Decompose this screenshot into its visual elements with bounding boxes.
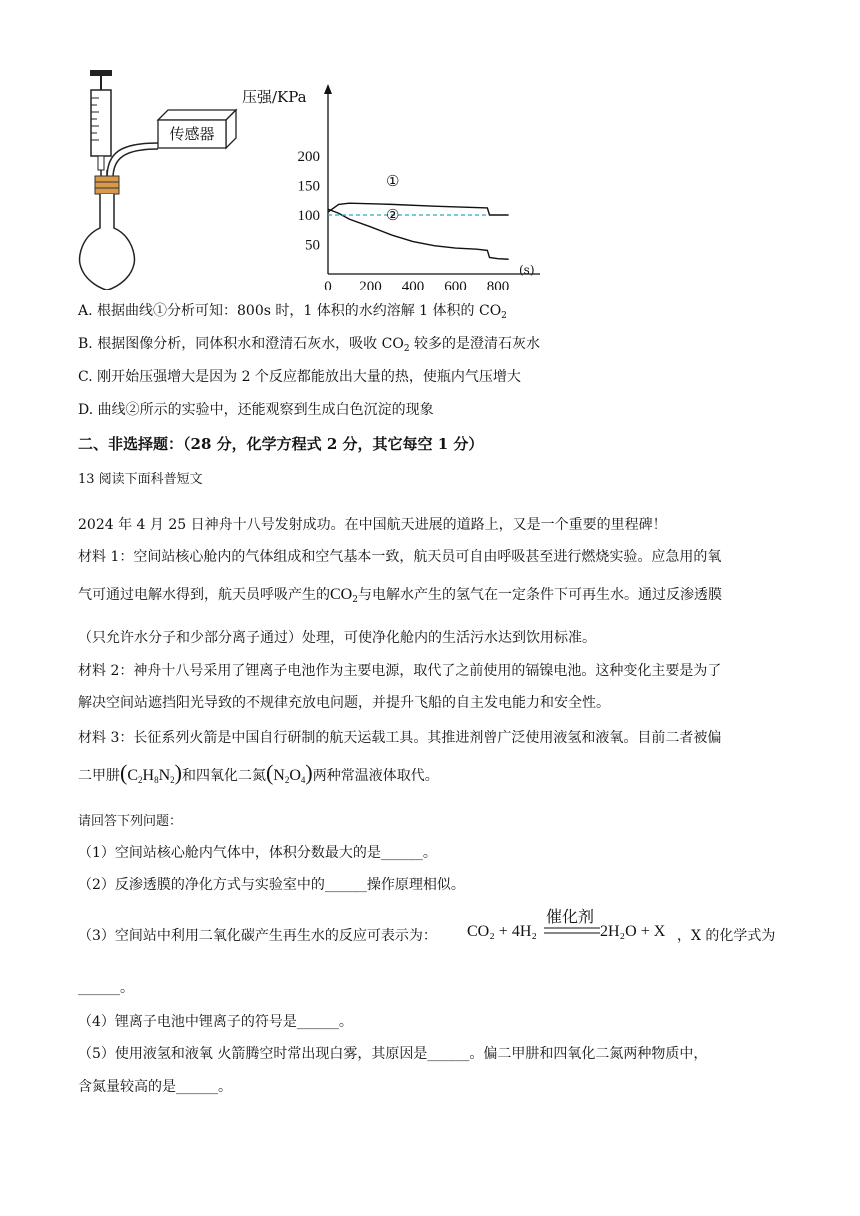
material1-line1: 材料 1：空间站核心舱内的气体组成和空气基本一致，航天员可自由呼吸甚至进行燃烧实验。应急用的氧 xyxy=(78,549,722,565)
question-3-tail: ，X 的化学式为 xyxy=(677,928,776,944)
material1-line2: 气可通过电解水得到，航天员呼吸产生的$CO_2$与电解水产生的氢气在一定条件下可再生水。通过反渗透膜 xyxy=(78,586,722,605)
question-5-line1: （5）使用液氢和液氧 火箭腾空时常出现白雾，其原因是______。偏二甲肼和四氧化二氮两种物质中， xyxy=(78,1046,708,1062)
question-3-blank: ______。 xyxy=(78,980,134,996)
material3-line2: 二甲肼$(C_2H_8N_2)$和四氧化二氮$(N_2O_4)$两种常温液体取代。 xyxy=(78,760,439,785)
equation-right: 2H₂O + X xyxy=(600,923,666,940)
questions-prompt: 请回答下列问题： xyxy=(78,814,183,829)
catalyst-label: 催化剂 xyxy=(546,907,595,926)
material2-line1: 材料 2：神舟十八号采用了锂离子电池作为主要电源，取代了之前使用的镉镍电池。这种变化主要是为了 xyxy=(78,663,722,679)
curve1-label: ① xyxy=(386,172,400,190)
material2-line2: 解决空间站遮挡阳光导致的不规律充放电问题，并提升飞船的自主发电能力和安全性。 xyxy=(78,695,610,711)
material3-line1: 材料 3：长征系列火箭是中国自行研制的航天运载工具。其推进剂曾广泛使用液氢和液氧。目前二者被偏 xyxy=(78,730,722,746)
reaction-equals-sign xyxy=(544,926,600,936)
question-4: （4）锂离子电池中锂离子的符号是______。 xyxy=(78,1014,353,1030)
q13-title: 13 阅读下面科普短文 xyxy=(78,472,203,487)
rubber-stopper xyxy=(95,176,119,194)
pressure-chart xyxy=(240,80,580,290)
y-tick-label: 100 xyxy=(297,208,320,224)
x-tick-label: 0 xyxy=(324,279,332,290)
plunger-handle xyxy=(90,70,112,76)
question-3: （3）空间站中利用二氧化碳产生再生水的反应可表示为： xyxy=(78,928,437,944)
y-tick-label: 200 xyxy=(297,149,320,165)
x-tick-label: 800 xyxy=(486,279,510,290)
series-line-2 xyxy=(328,209,509,259)
x-tick-label: 200 xyxy=(359,279,382,290)
option-c: C. 刚开始压强增大是因为 2 个反应都能放出大量的热，使瓶内气压增大 xyxy=(78,369,521,385)
series-line-1 xyxy=(328,203,509,215)
x-tick-label: 400 xyxy=(401,279,425,290)
equation-left: CO₂ + 4H₂ xyxy=(467,923,537,940)
y-tick-label: 50 xyxy=(305,237,320,254)
question-1: （1）空间站核心舱内气体中，体积分数最大的是______。 xyxy=(78,845,437,861)
x-axis-unit: (s) xyxy=(519,263,535,277)
question-2: （2）反渗透膜的净化方式与实验室中的______操作原理相似。 xyxy=(78,877,465,893)
syringe-barrel xyxy=(91,90,111,156)
option-a: A. 根据曲线①分析可知：800s 时，1 体积的水约溶解 1 体积的 $CO_2$ xyxy=(78,303,507,321)
curve2-label: ② xyxy=(386,206,400,224)
y-tick-label: 150 xyxy=(297,178,320,195)
apparatus-figure xyxy=(70,68,250,290)
material1-line3: （只允许水分子和少部分离子通过）处理，可使净化舱内的生活污水达到饮用标准。 xyxy=(78,630,596,646)
passage-intro: 2024 年 4 月 25 日神舟十八号发射成功。在中国航天进展的道路上，又是一个重要的里程碑！ xyxy=(78,517,667,533)
sensor-label: 传感器 xyxy=(169,125,215,143)
y-axis-label: 压强/KPa xyxy=(242,88,307,106)
x-tick-label: 600 xyxy=(444,279,467,290)
option-b: B. 根据图像分析，同体积水和澄清石灰水，吸收 $CO_2$ 较多的是澄清石灰水 xyxy=(78,336,541,354)
option-d: D. 曲线②所示的实验中，还能观察到生成白色沉淀的现象 xyxy=(78,402,434,418)
section-title: 二、非选择题：（28 分，化学方程式 2 分，其它每空 1 分） xyxy=(78,435,484,453)
flask xyxy=(80,194,135,290)
question-5-line2: 含氮量较高的是______。 xyxy=(78,1079,232,1095)
